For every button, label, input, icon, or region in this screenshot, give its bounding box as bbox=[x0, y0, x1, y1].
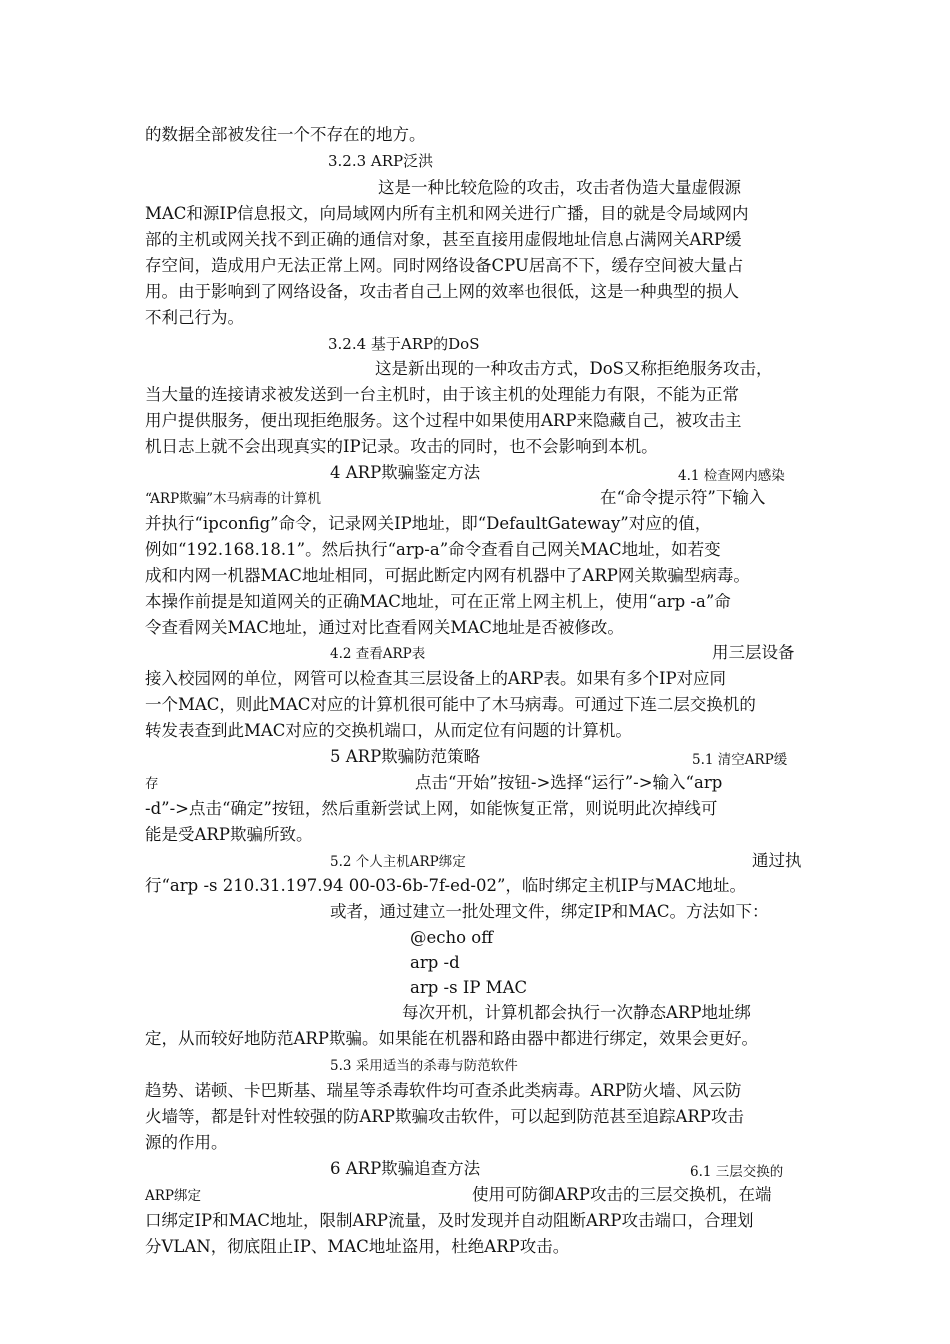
section-heading-6-1-cont: ARP绑定 bbox=[145, 1188, 201, 1204]
paragraph-line: 一个MAC，则此MAC对应的计算机很可能中了木马病毒。可通过下连二层交换机的 bbox=[145, 695, 756, 714]
section-heading-4-1-cont: “ARP欺骗”木马病毒的计算机 bbox=[145, 491, 322, 507]
paragraph-line: 用户提供服务，便出现拒绝服务。这个过程中如果使用ARP来隐藏自己，被攻击主 bbox=[145, 411, 742, 430]
code-line: arp -d bbox=[410, 953, 460, 972]
paragraph-line: 部的主机或网关找不到正确的通信对象，甚至直接用虚假地址信息占满网关ARP缓 bbox=[145, 230, 742, 249]
paragraph-line: 这是新出现的一种攻击方式，DoS又称拒绝服务攻击， bbox=[375, 359, 773, 378]
paragraph-line: 使用可防御ARP攻击的三层交换机，在端 bbox=[472, 1185, 772, 1204]
paragraph-line: 不利己行为。 bbox=[145, 308, 244, 327]
code-line: @echo off bbox=[410, 928, 493, 947]
paragraph-line: 机日志上就不会出现真实的IP记录。攻击的同时，也不会影响到本机。 bbox=[145, 437, 658, 456]
paragraph-line: 这是一种比较危险的攻击，攻击者伪造大量虚假源 bbox=[378, 178, 741, 197]
paragraph-line: 口绑定IP和MAC地址，限制ARP流量，及时发现并自动阻断ARP攻击端口，合理划 bbox=[145, 1211, 754, 1230]
paragraph-line: 例如“192.168.18.1”。然后执行“arp-a”命令查看自己网关MAC地址，如若变 bbox=[145, 540, 721, 559]
paragraph-line: 火墙等，都是针对性较强的防ARP欺骗攻击软件，可以起到防范甚至追踪ARP攻击 bbox=[145, 1107, 744, 1126]
paragraph-line: 源的作用。 bbox=[145, 1133, 228, 1152]
paragraph-line: 定，从而较好地防范ARP欺骗。如果能在机器和路由器中都进行绑定，效果会更好。 bbox=[145, 1029, 758, 1048]
paragraph-line: 行“arp -s 210.31.197.94 00-03-6b-7f-ed-02”，临时绑定主机IP与MAC地址。 bbox=[145, 876, 746, 895]
paragraph-line: MAC和源IP信息报文，向局域网内所有主机和网关进行广播，目的就是令局域网内 bbox=[145, 204, 749, 223]
paragraph-line: 转发表查到此MAC对应的交换机端口，从而定位有问题的计算机。 bbox=[145, 721, 632, 740]
paragraph-line: -d”->点击“确定”按钮，然后重新尝试上网，如能恢复正常，则说明此次掉线可 bbox=[145, 799, 718, 818]
section-heading-4-1: 4.1 检查网内感染 bbox=[678, 468, 785, 484]
paragraph-line: 点击“开始”按钮->选择“运行”->输入“arp bbox=[415, 773, 723, 792]
section-heading-5-1: 5.1 清空ARP缓 bbox=[692, 752, 788, 768]
section-heading-5-2: 5.2 个人主机ARP绑定 bbox=[330, 854, 466, 870]
paragraph-line: 用三层设备 bbox=[712, 643, 795, 662]
code-line: arp -s IP MAC bbox=[410, 978, 528, 997]
paragraph-line: 令查看网关MAC地址，通过对比查看网关MAC地址是否被修改。 bbox=[145, 618, 624, 637]
paragraph-line: 能是受ARP欺骗所致。 bbox=[145, 825, 313, 844]
paragraph-line: 当大量的连接请求被发送到一台主机时，由于该主机的处理能力有限，不能为正常 bbox=[145, 385, 739, 404]
paragraph-line: 成和内网一机器MAC地址相同，可据此断定内网有机器中了ARP网关欺骗型病毒。 bbox=[145, 566, 750, 585]
paragraph-line: 通过执 bbox=[752, 851, 802, 870]
section-heading-6: 6 ARP欺骗追查方法 bbox=[330, 1159, 481, 1178]
section-heading-5-1-cont: 存 bbox=[145, 776, 159, 792]
paragraph-line: 接入校园网的单位，网管可以检查其三层设备上的ARP表。如果有多个IP对应同 bbox=[145, 669, 727, 688]
paragraph-line: 趋势、诺顿、卡巴斯基、瑞星等杀毒软件均可查杀此类病毒。ARP防火墙、风云防 bbox=[145, 1081, 742, 1100]
section-heading-5: 5 ARP欺骗防范策略 bbox=[330, 747, 481, 766]
section-heading-4-2: 4.2 查看ARP表 bbox=[330, 646, 426, 662]
paragraph-line: 或者，通过建立一批处理文件，绑定IP和MAC。方法如下： bbox=[330, 902, 769, 921]
section-heading-3-2-4: 3.2.4 基于ARP的DoS bbox=[328, 335, 480, 353]
paragraph-line: 在“命令提示符”下输入 bbox=[600, 488, 766, 507]
paragraph-line: 本操作前提是知道网关的正确MAC地址，可在正常上网主机上，使用“arp -a”命 bbox=[145, 592, 731, 611]
section-heading-6-1: 6.1 三层交换的 bbox=[690, 1164, 784, 1180]
paragraph-line: 存空间，造成用户无法正常上网。同时网络设备CPU居高不下，缓存空间被大量占 bbox=[145, 256, 744, 275]
paragraph-line: 每次开机，计算机都会执行一次静态ARP地址绑 bbox=[402, 1003, 751, 1022]
section-heading-4: 4 ARP欺骗鉴定方法 bbox=[330, 463, 481, 482]
section-heading-5-3: 5.3 采用适当的杀毒与防范软件 bbox=[330, 1058, 518, 1074]
paragraph-line: 用。由于影响到了网络设备，攻击者自己上网的效率也很低，这是一种典型的损人 bbox=[145, 282, 739, 301]
paragraph-line: 分VLAN，彻底阻止IP、MAC地址盗用，杜绝ARP攻击。 bbox=[145, 1237, 570, 1256]
paragraph-line: 的数据全部被发往一个不存在的地方。 bbox=[145, 125, 426, 144]
paragraph-line: 并执行“ipconfig”命令，记录网关IP地址，即“DefaultGateway”对应的值， bbox=[145, 514, 712, 533]
section-heading-3-2-3: 3.2.3 ARP泛洪 bbox=[328, 152, 434, 170]
